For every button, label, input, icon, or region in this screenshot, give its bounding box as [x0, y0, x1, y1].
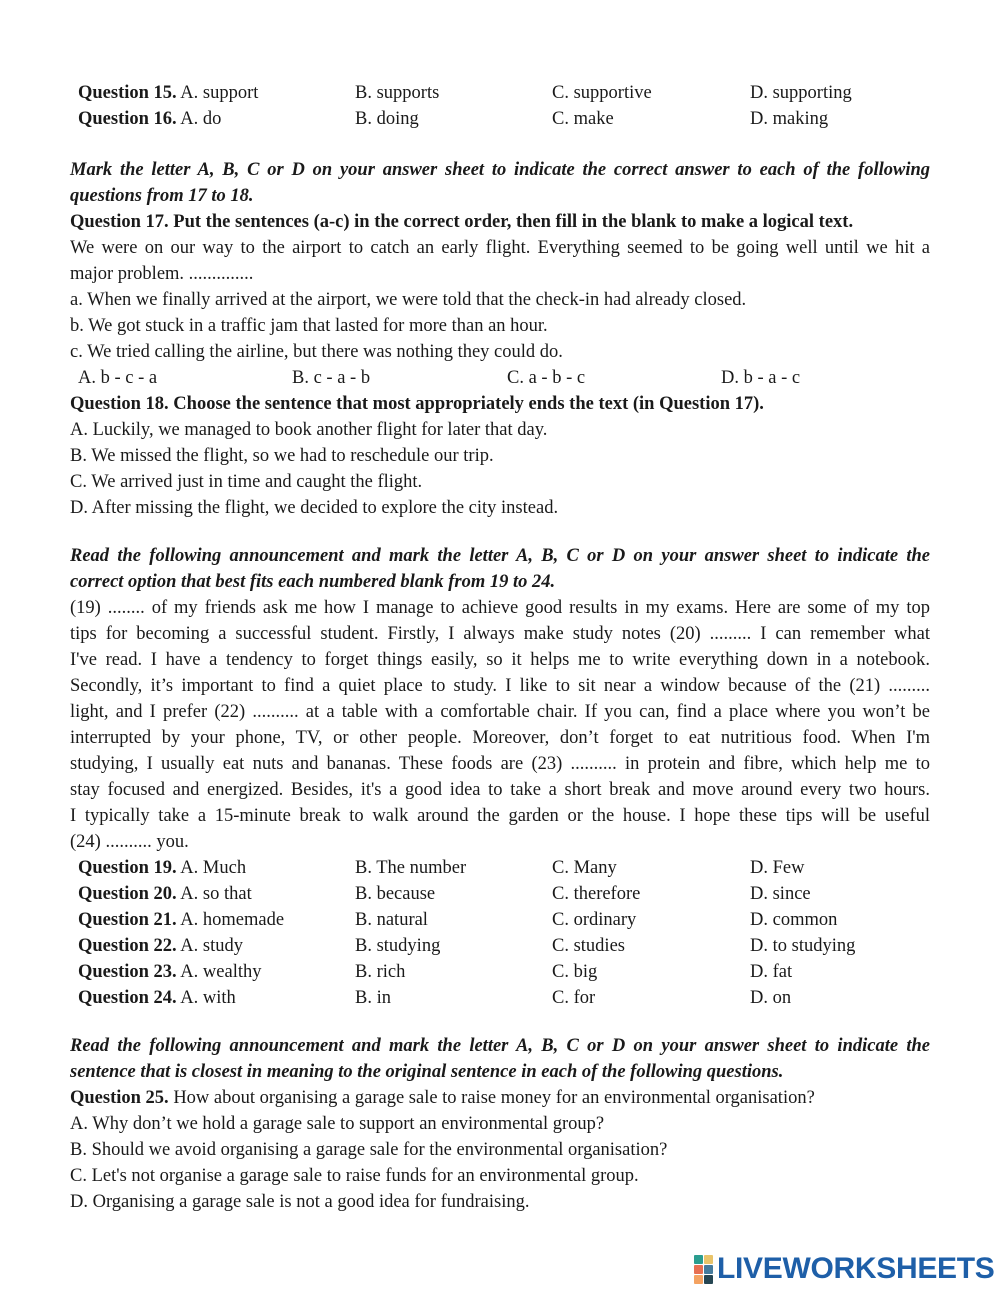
option-b[interactable]: B. studying	[355, 936, 441, 956]
option-a[interactable]: A. study	[180, 936, 243, 956]
option-d[interactable]: D. supporting	[750, 83, 852, 103]
passage-line: stay focused and energized. Besides, it's a good idea to take a short break and move around every two hours.	[70, 780, 930, 800]
logo-tile	[704, 1275, 713, 1284]
section-3-instruction: Read the following announcement and mark the letter A, B, C or D on your answer sheet to indicate the	[70, 1036, 930, 1056]
question-25-option-c[interactable]: C. Let's not organise a garage sale to raise funds for an environmental group.	[70, 1166, 639, 1186]
option-a[interactable]: A. so that	[180, 884, 252, 904]
passage-line: I've read. I have a tendency to forget things easily, so it helps me to write everything down in a notebook.	[70, 650, 930, 670]
section-2-instruction: Read the following announcement and mark the letter A, B, C or D on your answer sheet to indicate the	[70, 546, 930, 566]
question-18-option-b[interactable]: B. We missed the flight, so we had to reschedule our trip.	[70, 446, 494, 466]
option-d[interactable]: D. on	[750, 988, 792, 1008]
option-d[interactable]: D. common	[750, 910, 838, 930]
question-15-row	[0, 82, 1000, 104]
section-2-instruction-cont: correct option that best fits each numbered blank from 19 to 24.	[70, 572, 556, 592]
question-17-text-cont: major problem. ..............	[70, 264, 254, 284]
option-c[interactable]: C. big	[552, 962, 598, 982]
passage-line: I typically take a 15-minute break to walk around the garden or the house. I hope these tips will be useful	[70, 806, 930, 826]
option-b[interactable]: B. doing	[355, 109, 419, 129]
question-25-prompt	[70, 1087, 930, 1109]
question-label: Question 20.	[78, 884, 177, 904]
option-a[interactable]: A. b - c - a	[78, 368, 158, 388]
option-c[interactable]: C. Many	[552, 858, 617, 878]
question-label: Question 15.	[78, 83, 177, 103]
question-25-option-a[interactable]: A. Why don’t we hold a garage sale to support an environmental group?	[70, 1114, 605, 1134]
option-b[interactable]: B. The number	[355, 858, 467, 878]
sentence-c: c. We tried calling the airline, but there was nothing they could do.	[70, 342, 563, 362]
question-20-row	[0, 883, 1000, 905]
question-16-row	[0, 108, 1000, 130]
logo-tile	[704, 1255, 713, 1264]
section-3-instruction-cont: sentence that is closest in meaning to the original sentence in each of the following questions.	[70, 1062, 784, 1082]
question-24-row	[0, 987, 1000, 1009]
option-c[interactable]: C. for	[552, 988, 596, 1008]
logo-text: LIVEWORKSHEETS	[717, 1252, 995, 1285]
question-23-row	[0, 961, 1000, 983]
question-label: Question 21.	[78, 910, 177, 930]
question-label: Question 24.	[78, 988, 177, 1008]
question-25-text: How about organising a garage sale to raise money for an environmental organisation?	[173, 1088, 815, 1108]
option-b[interactable]: B. supports	[355, 83, 440, 103]
question-25-option-b[interactable]: B. Should we avoid organising a garage sale for the environmental organisation?	[70, 1140, 668, 1160]
logo-tile	[704, 1265, 713, 1274]
section-1-instruction-cont: questions from 17 to 18.	[70, 186, 254, 206]
passage-line: light, and I prefer (22) .......... at a table with a comfortable chair. If you can, find a place where you won’t be	[70, 702, 930, 722]
option-b[interactable]: B. because	[355, 884, 436, 904]
logo-tile	[694, 1275, 703, 1284]
logo-tile	[694, 1255, 703, 1264]
question-21-row	[0, 909, 1000, 931]
option-d[interactable]: D. b - a - c	[721, 368, 801, 388]
option-c[interactable]: C. make	[552, 109, 614, 129]
passage-line: interrupted by your phone, TV, or other people. Moreover, don’t forget to eat nutritious food. When I'm	[70, 728, 930, 748]
option-a[interactable]: A. with	[180, 988, 236, 1008]
option-a[interactable]: A. homemade	[180, 910, 285, 930]
question-17-prompt: Question 17. Put the sentences (a-c) in the correct order, then fill in the blank to make a logical text.	[70, 212, 854, 232]
option-b[interactable]: B. in	[355, 988, 391, 1008]
option-c[interactable]: C. supportive	[552, 83, 652, 103]
question-17-text: We were on our way to the airport to catch an early flight. Everything seemed to be going well until we hit a	[70, 238, 930, 258]
option-a[interactable]: A. do	[180, 109, 222, 129]
question-19-row	[0, 857, 1000, 879]
sentence-b: b. We got stuck in a traffic jam that lasted for more than an hour.	[70, 316, 548, 336]
option-c[interactable]: C. studies	[552, 936, 625, 956]
option-d[interactable]: D. Few	[750, 858, 805, 878]
question-22-row	[0, 935, 1000, 957]
passage-line: Secondly, it’s important to find a quiet place to study. I like to sit near a window because of the (21) .........	[70, 676, 930, 696]
option-d[interactable]: D. fat	[750, 962, 793, 982]
question-18-option-c[interactable]: C. We arrived just in time and caught the flight.	[70, 472, 423, 492]
option-a[interactable]: A. support	[180, 83, 259, 103]
option-b[interactable]: B. rich	[355, 962, 406, 982]
option-c[interactable]: C. therefore	[552, 884, 641, 904]
option-c[interactable]: C. a - b - c	[507, 368, 586, 388]
question-label: Question 22.	[78, 936, 177, 956]
logo-tile	[694, 1265, 703, 1274]
liveworksheets-logo-icon	[694, 1255, 713, 1284]
passage-line: studying, I usually eat nuts and bananas. These foods are (23) .......... in protein and fibre, which help me to	[70, 754, 930, 774]
passage-line: (24) .......... you.	[70, 832, 189, 852]
passage-line: (19) ........ of my friends ask me how I manage to achieve good results in my exams. Here are some of my top	[70, 598, 930, 618]
passage-line: tips for becoming a successful student. Firstly, I always make study notes (20) ......... I can remember what	[70, 624, 930, 644]
question-18-prompt: Question 18. Choose the sentence that most appropriately ends the text (in Question 17).	[70, 394, 764, 414]
sentence-a: a. When we finally arrived at the airport, we were told that the check-in had already closed.	[70, 290, 747, 310]
option-d[interactable]: D. making	[750, 109, 829, 129]
question-18-option-a[interactable]: A. Luckily, we managed to book another flight for later that day.	[70, 420, 548, 440]
option-d[interactable]: D. since	[750, 884, 811, 904]
option-b[interactable]: B. c - a - b	[292, 368, 371, 388]
section-1-instruction: Mark the letter A, B, C or D on your answer sheet to indicate the correct answer to each of the following	[70, 160, 930, 180]
option-c[interactable]: C. ordinary	[552, 910, 637, 930]
option-a[interactable]: A. Much	[180, 858, 247, 878]
option-b[interactable]: B. natural	[355, 910, 428, 930]
question-label: Question 19.	[78, 858, 177, 878]
option-d[interactable]: D. to studying	[750, 936, 856, 956]
question-17-options	[0, 367, 1000, 389]
liveworksheets-logo[interactable]	[694, 1254, 995, 1284]
question-18-option-d[interactable]: D. After missing the flight, we decided to explore the city instead.	[70, 498, 559, 518]
question-label: Question 25.	[70, 1088, 169, 1108]
question-25-option-d[interactable]: D. Organising a garage sale is not a good idea for fundraising.	[70, 1192, 530, 1212]
question-label: Question 23.	[78, 962, 177, 982]
question-label: Question 16.	[78, 109, 177, 129]
option-a[interactable]: A. wealthy	[180, 962, 262, 982]
